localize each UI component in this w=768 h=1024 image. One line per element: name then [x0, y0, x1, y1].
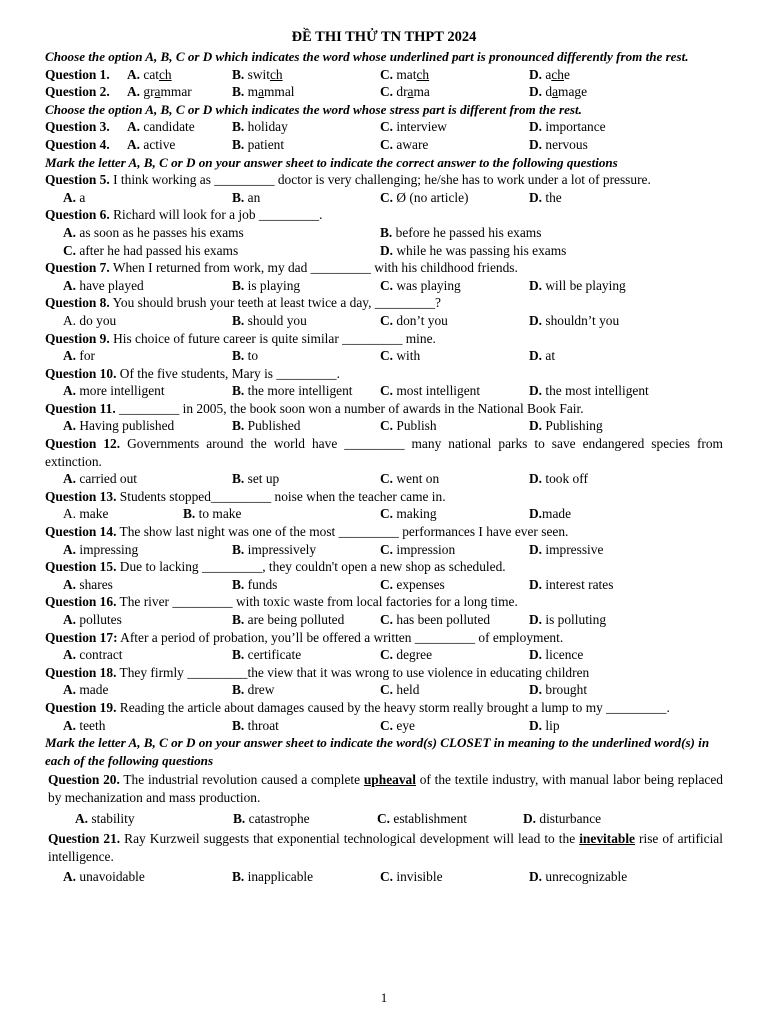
page-number: 1 — [380, 990, 388, 1005]
section-instruction-grammar: Mark the letter A, B, C or D on your answer sheet to indicate the correct answer to the following questions — [45, 154, 618, 170]
option-c[interactable]: C. drama — [380, 84, 430, 100]
option-a[interactable]: A. catch — [127, 66, 172, 82]
option-a[interactable]: A. do you — [63, 312, 117, 328]
option-d[interactable]: D. shouldn’t you — [529, 312, 620, 328]
question-18-stem: Question 18. They firmly _________the view that it was wrong to use violence in educating children — [45, 664, 590, 680]
question-21-options — [45, 868, 723, 886]
option-c[interactable]: C. match — [380, 66, 430, 82]
question-18-options — [45, 681, 723, 699]
option-c[interactable]: C. invisible — [380, 869, 443, 885]
option-c[interactable]: C. Ø (no article) — [380, 189, 469, 205]
question-9-stem: Question 9. His choice of future career is quite similar _________ mine. — [45, 330, 436, 346]
option-c[interactable]: C. aware — [380, 136, 429, 152]
question-4: Question 4. A. active B. patient C. aware D. nervous — [45, 136, 588, 152]
option-a[interactable]: A. more intelligent — [63, 383, 165, 399]
option-b[interactable]: B. inapplicable — [232, 869, 314, 885]
option-b[interactable]: B. holiday — [232, 119, 288, 135]
option-b[interactable]: B. impressively — [232, 541, 317, 557]
option-d[interactable]: D. ache — [529, 66, 570, 82]
option-c[interactable]: C. went on — [380, 471, 440, 487]
option-d[interactable]: D.made — [529, 506, 572, 522]
question-5-options — [45, 189, 723, 207]
option-d[interactable]: D. brought — [529, 682, 588, 698]
question-6-options-row2 — [45, 242, 723, 260]
question-7-stem: Question 7. When I returned from work, my dad _________ with his childhood friends. — [45, 260, 518, 276]
section-instruction-stress: Choose the option A, B, C or D which indicates the word whose stress part is different from the rest. — [45, 101, 582, 117]
option-a[interactable]: A. active — [127, 136, 176, 152]
option-d[interactable]: D. interest rates — [529, 576, 614, 592]
option-d[interactable]: D. licence — [529, 647, 584, 663]
question-21-stem: Question 21. Ray Kurzweil suggests that exponential technological development will lead to the inevitable rise of artificial intelligence. — [48, 831, 723, 864]
question-19-stem: Question 19. Reading the article about damages caused by the heavy storm really brought a lump to my _________. — [45, 699, 670, 715]
question-17-options — [45, 646, 723, 664]
question-10-options — [45, 382, 723, 400]
option-a[interactable]: A. Having published — [63, 418, 175, 434]
option-b[interactable]: B. is playing — [232, 277, 301, 293]
option-a[interactable]: A. carried out — [63, 471, 138, 487]
option-c[interactable]: C. eye — [380, 717, 415, 733]
option-c[interactable]: C. making — [380, 506, 437, 522]
question-15-options — [45, 576, 723, 594]
question-label: Question 1. — [45, 66, 110, 82]
question-13-options — [45, 505, 723, 523]
option-d[interactable]: D. importance — [529, 119, 606, 135]
option-a[interactable]: A. shares — [63, 576, 113, 592]
question-16-stem: Question 16. The river _________ with toxic waste from local factories for a long time. — [45, 594, 518, 610]
option-c[interactable]: C. expenses — [380, 576, 445, 592]
question-20-stem: Question 20. The industrial revolution caused a complete upheaval of the textile industry, with manual labor being replaced by mechanization and mass production. — [48, 772, 723, 805]
question-10-stem: Question 10. Of the five students, Mary is _________. — [45, 365, 340, 381]
option-b[interactable]: B. certificate — [232, 647, 302, 663]
question-5-stem: Question 5. I think working as _________ doctor is very challenging; he/she has to work under a lot of pressure. — [45, 172, 651, 188]
option-a[interactable]: A. stability — [75, 810, 135, 826]
question-11-options — [45, 417, 723, 435]
option-a[interactable]: A. impressing — [63, 541, 139, 557]
option-a[interactable]: A. grammar — [127, 84, 192, 100]
section-instruction-pronunciation: Choose the option A, B, C or D which indicates the word whose underlined part is pronounced differently from the rest. — [45, 49, 689, 64]
option-b[interactable]: B. to — [232, 348, 259, 364]
question-14-options — [45, 541, 723, 559]
option-c[interactable]: C. impression — [380, 541, 456, 557]
option-d[interactable]: D. damage — [529, 84, 588, 100]
option-b[interactable]: B. switch — [232, 66, 283, 82]
option-d[interactable]: D. took off — [529, 471, 588, 487]
option-d[interactable]: D. nervous — [529, 136, 588, 152]
option-d[interactable]: D. impressive — [529, 541, 604, 557]
question-13-stem: Question 13. Students stopped_________ noise when the teacher came in. — [45, 488, 446, 504]
option-a[interactable]: A. contract — [63, 647, 123, 663]
option-b[interactable]: B. to make — [183, 506, 242, 522]
option-c[interactable]: C. after he had passed his exams — [63, 242, 239, 258]
question-17-stem: Question 17: After a period of probation, you’ll be offered a written _________ of employment. — [45, 629, 564, 645]
question-2 — [45, 83, 723, 101]
option-b[interactable]: B. before he passed his exams — [380, 224, 542, 240]
question-14-stem: Question 14. The show last night was one of the most _________ performances I have ever seen. — [45, 524, 569, 540]
option-c[interactable]: C. don’t you — [380, 312, 448, 328]
option-b[interactable]: B. are being polluted — [232, 612, 345, 627]
option-b[interactable]: B. catastrophe — [233, 810, 310, 826]
exam-title: ĐỀ THI THỬ TN THPT 2024 — [291, 29, 477, 45]
question-6-stem: Question 6. Richard will look for a job _________. — [45, 207, 323, 223]
option-d[interactable]: D. while he was passing his exams — [380, 242, 567, 258]
option-a[interactable]: A. teeth — [63, 717, 106, 733]
question-label: Question 2. — [45, 84, 110, 100]
question-8-options — [45, 312, 723, 330]
option-d[interactable]: D. is polluting — [529, 612, 607, 627]
option-a[interactable]: A. a — [63, 189, 86, 205]
option-b[interactable]: B. throat — [232, 717, 279, 733]
option-b[interactable]: B. should you — [232, 312, 307, 328]
option-a[interactable]: A. candidate — [127, 119, 195, 135]
question-6-options-row1 — [45, 224, 723, 242]
exam-page — [45, 28, 723, 886]
option-c[interactable]: C. interview — [380, 119, 447, 135]
question-12-options — [45, 470, 723, 488]
option-b[interactable]: B. mammal — [232, 84, 295, 100]
option-a[interactable]: A. unavoidable — [63, 869, 145, 885]
option-b[interactable]: B. the more intelligent — [232, 383, 353, 399]
option-b[interactable]: B. set up — [232, 471, 280, 487]
option-a[interactable]: A. as soon as he passes his exams — [63, 224, 244, 240]
option-d[interactable]: D. Publishing — [529, 418, 603, 434]
question-16-options — [45, 611, 723, 629]
option-d[interactable]: D. will be playing — [529, 277, 626, 293]
option-b[interactable]: B. funds — [232, 576, 278, 592]
question-20-options — [45, 810, 723, 828]
question-3: Question 3. A. candidate B. holiday C. interview D. importance — [45, 119, 606, 135]
option-d[interactable]: D. lip — [529, 717, 560, 733]
option-c[interactable]: C. Publish — [380, 418, 437, 434]
option-d[interactable]: D. at — [529, 348, 556, 364]
option-d[interactable]: D. disturbance — [523, 810, 602, 826]
question-9-options — [45, 347, 723, 365]
option-c[interactable]: C. degree — [380, 647, 433, 663]
option-c[interactable]: C. held — [380, 682, 420, 698]
option-b[interactable]: B. drew — [232, 682, 275, 698]
question-1 — [45, 66, 723, 84]
option-a[interactable]: A. make — [63, 506, 109, 522]
option-b[interactable]: B. an — [232, 189, 261, 205]
option-c[interactable]: C. was playing — [380, 277, 461, 293]
option-a[interactable]: A. have played — [63, 277, 144, 293]
option-d[interactable]: D. the most intelligent — [529, 383, 649, 399]
section-instruction-closest-meaning: Mark the letter A, B, C or D on your answer sheet to indicate the word(s) CLOSET in meaning to the underlined word(s) in each of the following questions — [45, 735, 710, 768]
option-b[interactable]: B. Published — [232, 418, 301, 434]
option-d[interactable]: D. unrecognizable — [529, 869, 628, 885]
option-c[interactable]: C. establishment — [377, 810, 468, 826]
question-7-options — [45, 277, 723, 295]
question-15-stem: Question 15. Due to lacking _________, they couldn't open a new shop as scheduled. — [45, 559, 506, 575]
question-12-stem: Question 12. Governments around the world have _________ many national parks to save endangered species from extinction. — [45, 436, 723, 469]
option-a[interactable]: A. made — [63, 682, 109, 698]
option-b[interactable]: B. patient — [232, 136, 285, 152]
option-c[interactable]: C. has been polluted — [380, 612, 491, 627]
question-11-stem: Question 11. _________ in 2005, the book soon won a number of awards in the National Book Fair. — [45, 400, 584, 416]
option-d[interactable]: D. the — [529, 189, 562, 205]
question-8-stem: Question 8. You should brush your teeth at least twice a day, _________? — [45, 295, 441, 311]
option-c[interactable]: C. with — [380, 348, 421, 364]
option-a[interactable]: A. pollutes — [63, 612, 122, 627]
option-c[interactable]: C. most intelligent — [380, 383, 481, 399]
question-19-options — [45, 717, 723, 735]
option-a[interactable]: A. for — [63, 348, 96, 364]
